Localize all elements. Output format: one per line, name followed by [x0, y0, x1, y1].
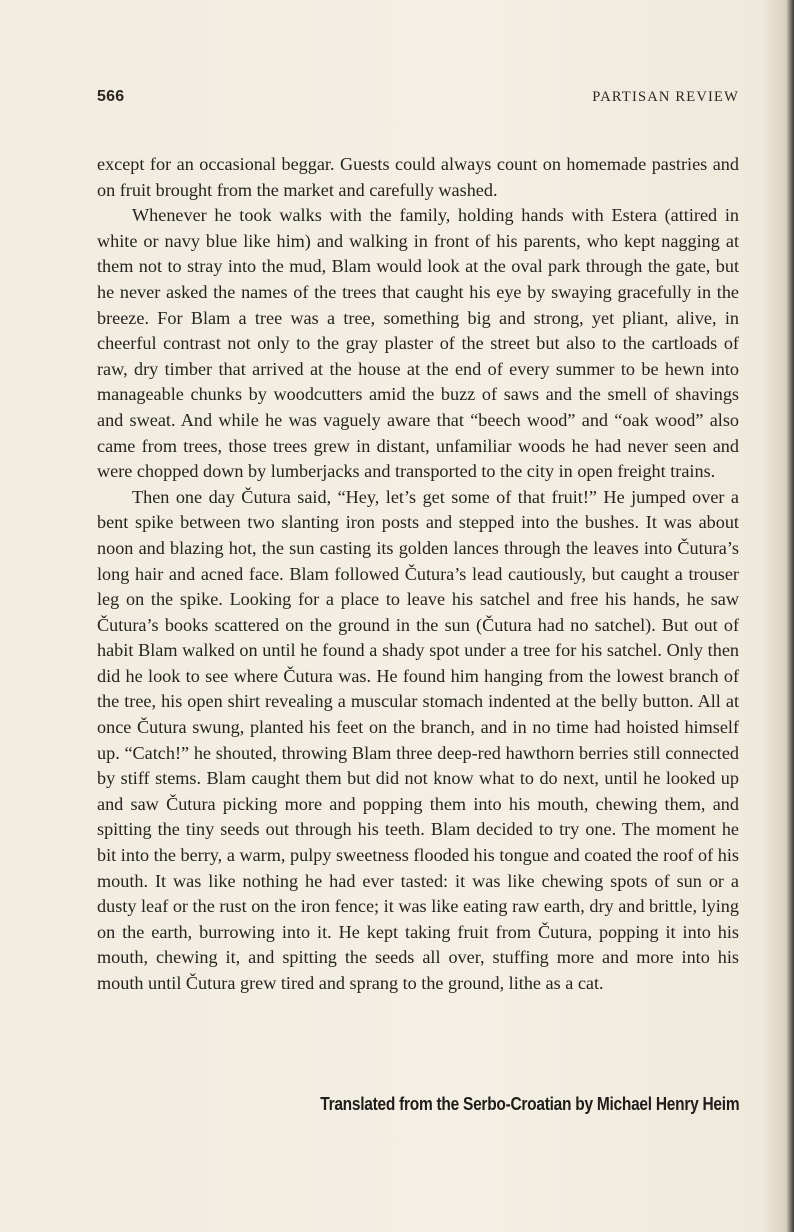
running-header: [97, 86, 739, 112]
translation-credit: Translated from the Serbo-Croatian by Michael Henry Heim: [319, 1094, 739, 1114]
page-number: 566: [97, 88, 125, 105]
journal-title: PARTISAN REVIEW: [592, 89, 739, 105]
paragraph-3: Then one day Čutura said, “Hey, let’s get some of that fruit!” He jumped over a bent spike between two slanting iron posts and stepped into the bushes. It was about noon and blazing hot, the sun casting its golden lances through the leaves into Čutura’s long hair and acned face. Blam followed Čutura’s lead cautiously, but caught a trouser leg on the spike. Looking for a place to leave his satchel and free his hands, he saw Čutura’s books scattered on the ground in the sun (Čutura had no satchel). But out of habit Blam walked on until he found a shady spot under a tree for his satchel. Only then did he look to see where Čutura was. He found him hanging from the lowest branch of the tree, his open shirt revealing a muscular stomach indented at the belly button. All at once Čutura swung, planted his feet on the branch, and in no time had hoisted himself up. “Catch!” he shouted, throwing Blam three deep-red hawthorn berries still connected by stiff stems. Blam caught them but did not know what to do next, until he looked up and saw Čutura picking more and popping them into his mouth, chewing them, and spitting the tiny seeds out through his teeth. Blam decided to try one. The moment he bit into the berry, a warm, pulpy sweetness flooded his tongue and coated the roof of his mouth. It was like nothing he had ever tasted: it was like chewing spots of sun or a dusty leaf or the rust on the iron fence; it was like eating raw earth, dry and brittle, lying on the earth, burrowing into it. He kept taking fruit from Čutura, popping it into his mouth, chewing it, and spitting the seeds all over, stuffing more and more into his mouth until Čutura grew tired and sprang to the ground, lithe as a cat.: [97, 486, 739, 993]
paragraph-2: Whenever he took walks with the family, holding hands with Estera (attired in white or navy blue like him) and walking in front of his parents, who kept nagging at them not to stray into the mud, Blam would look at the oval park through the gate, but he never asked the names of the trees that caught his eye by swaying gracefully in the breeze. For Blam a tree was a tree, something big and strong, yet pliant, alive, in cheerful contrast not only to the gray plaster of the street but also to the cartloads of raw, dry timber that arrived at the house at the end of every summer to be hewn into manageable chunks by woodcutters amid the buzz of saws and the smell of shavings and sweat. And while he was vaguely aware that “beech wood” and “oak wood” also came from trees, those trees grew in distant, unfamiliar woods he had never seen and were chopped down by lumberjacks and transported to the city in open freight trains.: [97, 205, 739, 482]
body-text: [97, 152, 739, 997]
paragraph-1: except for an occasional beggar. Guests could always count on homemade pastries and on fruit brought from the market and carefully washed.: [97, 154, 739, 200]
